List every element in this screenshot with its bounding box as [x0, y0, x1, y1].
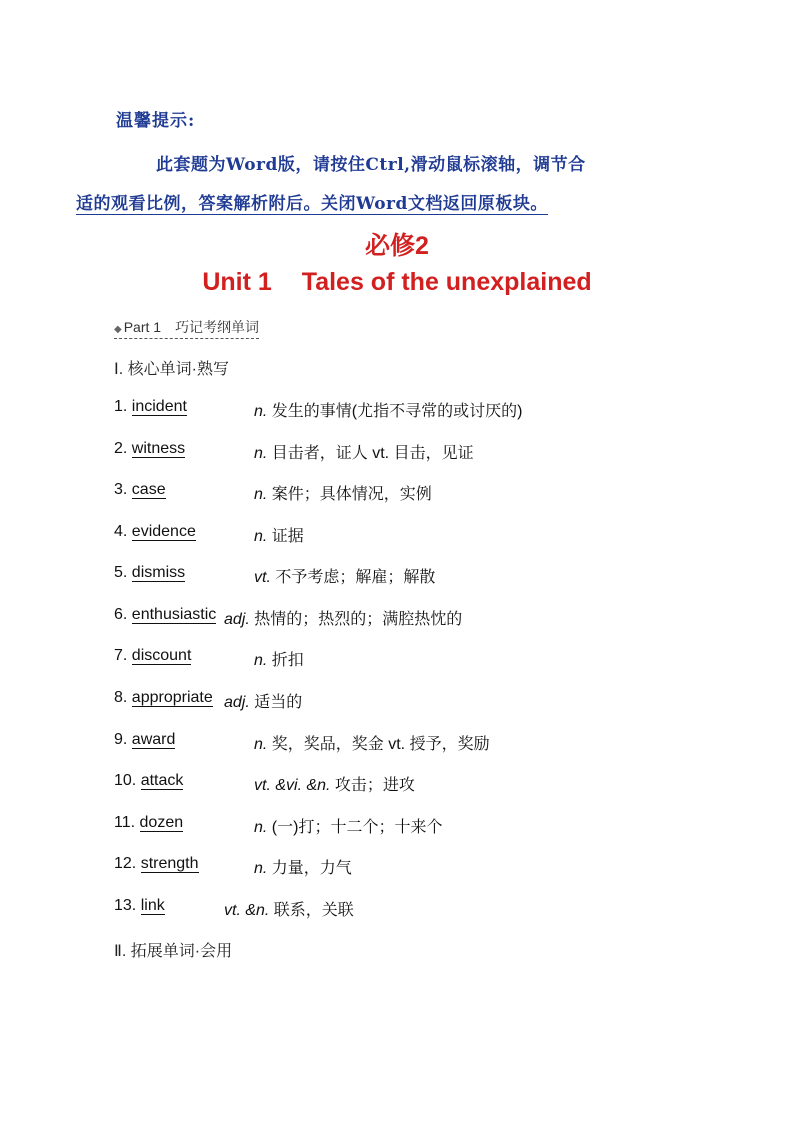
- part-name: 巧记考纲单词: [175, 319, 260, 335]
- vocab-definition: [254, 398, 522, 421]
- part-label: Part 1: [123, 319, 162, 335]
- vocab-definition: [254, 481, 432, 504]
- section-extended-words: Ⅱ. 拓展单词·会用: [114, 943, 233, 960]
- part-heading: [114, 317, 259, 339]
- vocab-definition: [254, 564, 435, 587]
- meaning: 适当的: [249, 694, 303, 711]
- unit-title: [0, 268, 794, 297]
- tip-body: [76, 146, 684, 224]
- vocab-item: [114, 897, 354, 919]
- part-of-speech: vt.: [254, 569, 271, 586]
- vocab-definition: [254, 855, 352, 878]
- part-of-speech: n.: [254, 528, 268, 545]
- part-of-speech: n.: [254, 860, 268, 877]
- part-of-speech: n.: [254, 819, 268, 836]
- meaning: 发生的事情(尤指不寻常的或讨厌的): [267, 403, 523, 420]
- vocab-number: 5.: [114, 564, 128, 581]
- vocab-definition: [224, 606, 462, 629]
- meaning: 奖，奖品，奖金 vt. 授予，奖励: [267, 736, 490, 753]
- vocab-definition: [254, 772, 415, 795]
- meaning: 攻击；进攻: [330, 777, 415, 794]
- vocab-number: 9.: [114, 731, 128, 748]
- vocab-definition: [224, 897, 354, 920]
- tip-line-2: 适的观看比例，答案解析附后。关闭Word文档返回原板块。: [76, 194, 548, 214]
- vocab-word: enthusiastic: [131, 606, 217, 623]
- vocab-item: [114, 606, 463, 628]
- vocab-item: [114, 772, 415, 794]
- vocab-word: attack: [140, 772, 184, 789]
- meaning: 力量，力气: [267, 860, 352, 877]
- vocab-item: [114, 814, 443, 836]
- vocab-word: link: [140, 897, 165, 914]
- vocab-definition: [224, 689, 302, 712]
- vocab-definition: [254, 523, 304, 546]
- vocab-word: case: [131, 481, 166, 498]
- unit-number: Unit 1: [202, 268, 272, 296]
- vocab-number: 3.: [114, 481, 128, 498]
- vocab-definition: [254, 440, 474, 463]
- diamond-icon: ◆: [114, 324, 122, 335]
- meaning: 联系，关联: [269, 902, 354, 919]
- tip-line-1: 此套题为Word版，请按住Ctrl,滑动鼠标滚轴，调节合: [156, 155, 586, 175]
- section-core-words: Ⅰ. 核心单词·熟写: [114, 361, 229, 378]
- vocab-item: [114, 398, 523, 420]
- vocab-word: incident: [131, 398, 187, 415]
- part-of-speech: n.: [254, 736, 268, 753]
- part-of-speech: n.: [254, 445, 268, 462]
- vocab-word: dismiss: [131, 564, 186, 581]
- part-of-speech: vt. &n.: [224, 902, 270, 919]
- vocab-word: witness: [131, 440, 186, 457]
- meaning: 热情的；热烈的；满腔热忱的: [249, 611, 463, 628]
- vocab-item: [114, 440, 474, 462]
- vocab-word: appropriate: [131, 689, 213, 706]
- vocab-item: [114, 523, 304, 545]
- vocab-word: award: [131, 731, 176, 748]
- vocab-word: discount: [131, 647, 192, 664]
- part-of-speech: n.: [254, 403, 268, 420]
- meaning: 不予考虑；解雇；解散: [270, 569, 436, 586]
- vocab-word: evidence: [131, 523, 196, 540]
- unit-name: Tales of the unexplained: [301, 268, 592, 296]
- vocab-item: [114, 731, 490, 753]
- meaning: 折扣: [267, 652, 304, 669]
- vocab-item: [114, 689, 303, 711]
- vocab-item: [114, 647, 304, 669]
- tip-title: 温馨提示:: [116, 111, 196, 131]
- part-of-speech: adj.: [224, 694, 250, 711]
- part-of-speech: adj.: [224, 611, 250, 628]
- vocab-number: 11.: [114, 814, 136, 831]
- meaning: (一)打；十二个；十来个: [267, 819, 443, 836]
- vocab-number: 2.: [114, 440, 128, 457]
- vocab-number: 7.: [114, 647, 128, 664]
- book-title: 必修2: [365, 232, 429, 260]
- vocab-number: 1.: [114, 398, 128, 415]
- part-of-speech: n.: [254, 486, 268, 503]
- vocab-definition: [254, 647, 304, 670]
- vocab-definition: [254, 731, 490, 754]
- vocab-item: [114, 564, 436, 586]
- vocab-word: dozen: [139, 814, 184, 831]
- vocab-word: strength: [140, 855, 199, 872]
- part-of-speech: vt. &vi. &n.: [254, 777, 331, 794]
- vocab-item: [114, 855, 352, 877]
- vocab-number: 8.: [114, 689, 128, 706]
- vocab-number: 13.: [114, 897, 137, 914]
- meaning: 案件；具体情况，实例: [267, 486, 432, 503]
- vocab-number: 4.: [114, 523, 128, 540]
- vocab-number: 12.: [114, 855, 137, 872]
- meaning: 目击者，证人 vt. 目击，见证: [267, 445, 474, 462]
- meaning: 证据: [267, 528, 304, 545]
- part-of-speech: n.: [254, 652, 268, 669]
- vocab-number: 10.: [114, 772, 137, 789]
- vocab-definition: [254, 814, 442, 837]
- vocab-number: 6.: [114, 606, 128, 623]
- vocab-item: [114, 481, 432, 503]
